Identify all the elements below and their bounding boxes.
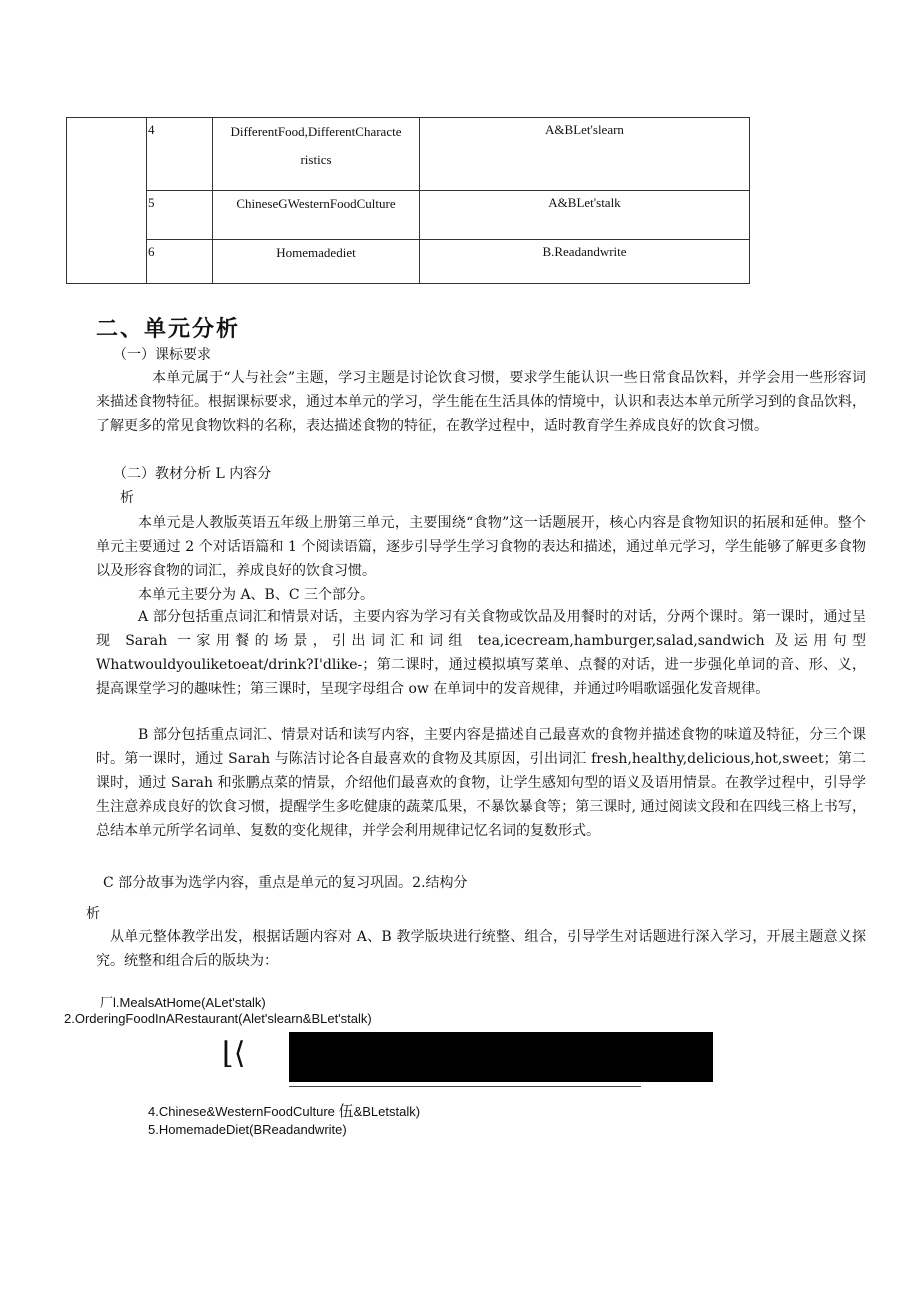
redacted-block [289, 1032, 713, 1082]
lesson-number: 4 [147, 118, 213, 191]
table-merged-cell [67, 118, 147, 284]
lesson-title-line: ristics [300, 152, 332, 167]
block-item-4 [148, 1100, 420, 1121]
paragraph-structure: 从单元整体教学出发，根据话题内容对 A、B 教学版块进行统整、组合，引导学生对话题进行深入学习，开展主题意义探究。统整和组合后的版块为： [96, 929, 866, 969]
structure-diagram [222, 1032, 722, 1092]
block-item-1 [100, 992, 266, 1011]
brace-icon: ⌊⟨ [222, 1036, 246, 1071]
table-row [67, 118, 750, 191]
paragraph-parts: 本单元主要分为 A、B、C 三个部分。 [138, 587, 375, 603]
lesson-part: A&BLet'slearn [420, 118, 750, 191]
block-label-end: &BLetstalk) [353, 1104, 421, 1119]
divider [289, 1086, 641, 1087]
paragraph-curriculum: 本单元属于“人与社会”主题，学习主题是讨论饮食习惯，要求学生能认识一些日常食品饮料，并学会用一些形容词来描述食物特征。根据课标要求，通过本单元的学习，学生能在生活具体的情境中，认识和表达本单元所学习到的食品饮料，了解更多的常见食物饮料的名称，表达描述食物的特征，在教学过程中，适时教育学生养成良好的饮食习惯。 [96, 370, 866, 434]
block-label: 4.Chinese&WesternFoodCulture [148, 1104, 335, 1119]
block-item-5: 5.HomemadeDiet(BReadandwrite) [148, 1122, 347, 1137]
paragraph-part-c: C 部分故事为选学内容，重点是单元的复习巩固。2.结构分 [103, 875, 468, 891]
lesson-title: Homemadediet [213, 240, 420, 284]
block-label: l.MealsAtHome(ALet'stalk) [113, 995, 266, 1010]
table-row [67, 240, 750, 284]
subheading-curriculum: （一）课标要求 [113, 347, 211, 363]
lesson-title-line: DifferentFood,DifferentCharacte [230, 124, 402, 139]
lesson-title: ChineseGWesternFoodCulture [213, 191, 420, 240]
paragraph-part-a: A 部分包括重点词汇和情景对话，主要内容为学习有关食物或饮品及用餐时的对话，分两个课时。第一课时，通过呈现 Sarah 一家用餐的场景，引出词汇和词组 tea,icecream,hamburger,salad,sandwich 及运用句型 Whatwouldyouliketoeat/drink?I'dlike-；第二课时，通过模拟填写菜单、点餐的对话，进一步强化单词的音、形、义，提高课堂学习的趣味性；第三课时，呈现字母组合 ow 在单词中的发音规律，并通过吟唱歌谣强化发音规律。 [96, 609, 866, 697]
paragraph-unit-overview: 本单元是人教版英语五年级上册第三单元，主要围绕“食物”这一话题展开，核心内容是食物知识的拓展和延伸。整个单元主要通过 2 个对话语篇和 1 个阅读语篇，逐步引导学生学习食物的表达和描述，通过单元学习，学生能够了解更多食物以及形容食物的词汇，养成良好的饮食习惯。 [96, 515, 866, 579]
lesson-number: 5 [147, 191, 213, 240]
paragraph-part-b: B 部分包括重点词汇、情景对话和读写内容，主要内容是描述自己最喜欢的食物并描述食物的味道及特征，分三个课时。第一课时，通过 Sarah 与陈洁讨论各自最喜欢的食物及其原因，引出词汇 fresh,healthy,delicious,hot,sweet；第二课时，通过 Sarah 和张鹏点菜的情景，介绍他们最喜欢的食物，让学生感知句型的语义及语用情景。在教学过程中，引导学生注意养成良好的饮食习惯，提醒学生多吃健康的蔬菜瓜果，不暴饮暴食等；第三课时, 通过阅读文段和在四线三格上书写，总结本单元所学名词单、复数的变化规律，并学会利用规律记忆名词的复数形式。 [96, 727, 866, 839]
lesson-part: B.Readandwrite [420, 240, 750, 284]
lesson-number: 6 [147, 240, 213, 284]
paragraph-part-c-cont: 析 [86, 906, 100, 922]
table-row [67, 191, 750, 240]
subheading-textbook-cont: 析 [120, 490, 134, 506]
lesson-part: A&BLet'stalk [420, 191, 750, 240]
lesson-table [66, 117, 750, 284]
block-item-2: 2.OrderingFoodInARestaurant(Alet'slearn&BLet'stalk) [64, 1011, 372, 1026]
lesson-title [213, 118, 420, 191]
block-mark: 厂 [100, 995, 114, 1010]
section-heading: 二、单元分析 [96, 317, 241, 342]
subheading-textbook: （二）教材分析 L 内容分 [113, 466, 272, 482]
block-glyph: 伍 [338, 1102, 354, 1120]
